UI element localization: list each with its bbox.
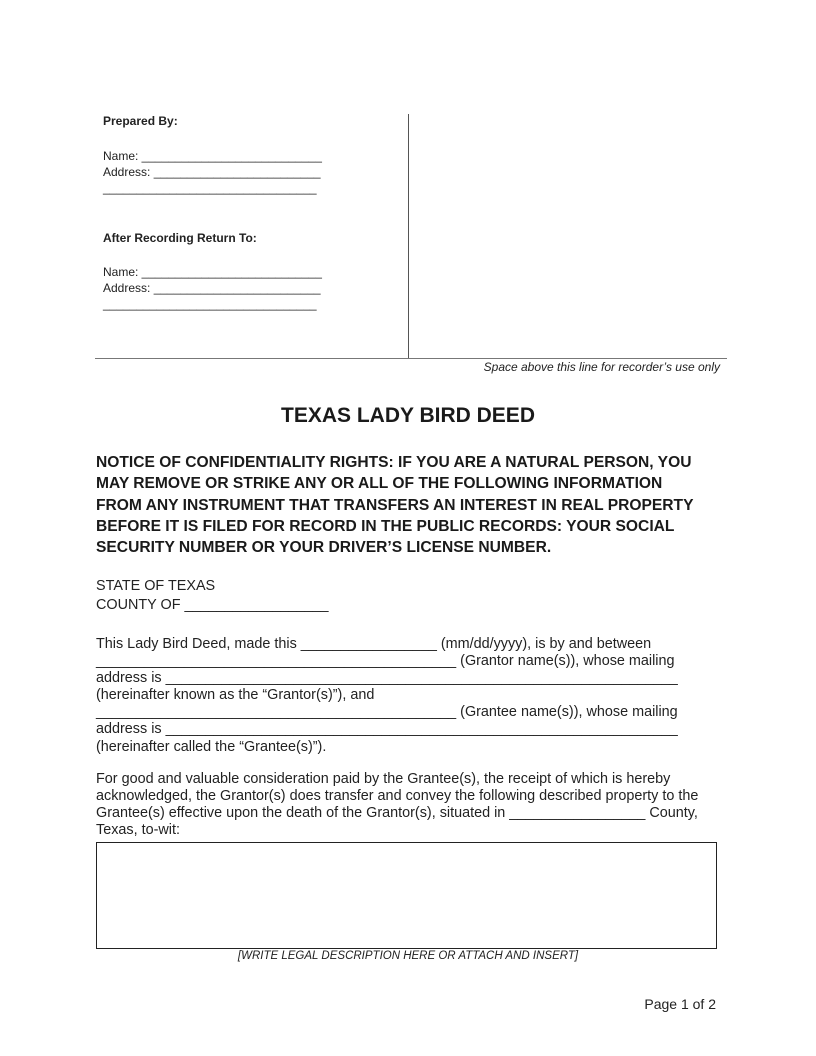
parties-line[interactable]: This Lady Bird Deed, made this _________________ (mm/dd/yyyy), is by and between — [96, 636, 652, 652]
consideration-line: Texas, to-wit: — [96, 822, 180, 838]
return-address-line-2[interactable]: ________________________________ — [103, 297, 317, 311]
consideration-line: acknowledged, the Grantor(s) does transfer and convey the following described property to the — [96, 788, 699, 804]
consideration-line[interactable]: Grantee(s) effective upon the death of the Grantor(s), situated in _________________ County, — [96, 805, 698, 821]
confidentiality-notice — [96, 452, 736, 558]
parties-line[interactable]: address is ________________________________________________________________ — [96, 721, 678, 737]
prepared-name-line[interactable]: Name: ___________________________ — [103, 149, 322, 163]
notice-line: NOTICE OF CONFIDENTIALITY RIGHTS: IF YOU ARE A NATURAL PERSON, YOU — [96, 454, 692, 471]
recorder-note: Space above this line for recorder’s use only — [483, 360, 720, 374]
state-line: STATE OF TEXAS — [96, 578, 216, 594]
parties-line[interactable]: _____________________________________________ (Grantor name(s)), whose mailing — [96, 653, 675, 669]
legal-description-caption: [WRITE LEGAL DESCRIPTION HERE OR ATTACH AND INSERT] — [237, 950, 579, 962]
county-line[interactable]: COUNTY OF __________________ — [96, 597, 329, 613]
notice-line: SECURITY NUMBER OR YOUR DRIVER’S LICENSE NUMBER. — [96, 539, 552, 557]
parties-line[interactable]: _____________________________________________ (Grantee name(s)), whose mailing — [96, 704, 678, 720]
prepared-address-line[interactable]: Address: _________________________ — [103, 165, 321, 179]
notice-line: BEFORE IT IS FILED FOR RECORD IN THE PUBLIC RECORDS: YOUR SOCIAL — [96, 517, 675, 535]
parties-line[interactable]: address is ________________________________________________________________ — [96, 670, 678, 686]
recorder-divider-horizontal — [95, 358, 727, 359]
page-number: Page 1 of 2 — [644, 996, 716, 1012]
consideration-line: For good and valuable consideration paid by the Grantee(s), the receipt of which is hereby — [96, 771, 671, 787]
parties-line: (hereinafter known as the “Grantor(s)”), and — [96, 687, 375, 703]
recorder-divider-vertical — [408, 114, 409, 358]
legal-description-box[interactable] — [96, 842, 717, 949]
prepared-address-line-2[interactable]: ________________________________ — [103, 181, 317, 195]
return-address-line[interactable]: Address: _________________________ — [103, 281, 321, 295]
notice-line: MAY REMOVE OR STRIKE ANY OR ALL OF THE FOLLOWING INFORMATION — [96, 475, 663, 493]
notice-line: FROM ANY INSTRUMENT THAT TRANSFERS AN INTEREST IN REAL PROPERTY — [96, 496, 694, 514]
return-name-line[interactable]: Name: ___________________________ — [103, 265, 322, 279]
return-to-label: After Recording Return To: — [103, 231, 257, 245]
document-title: TEXAS LADY BIRD DEED — [281, 404, 535, 427]
prepared-by-label: Prepared By: — [103, 114, 178, 128]
parties-line: (hereinafter called the “Grantee(s)”). — [96, 739, 327, 755]
